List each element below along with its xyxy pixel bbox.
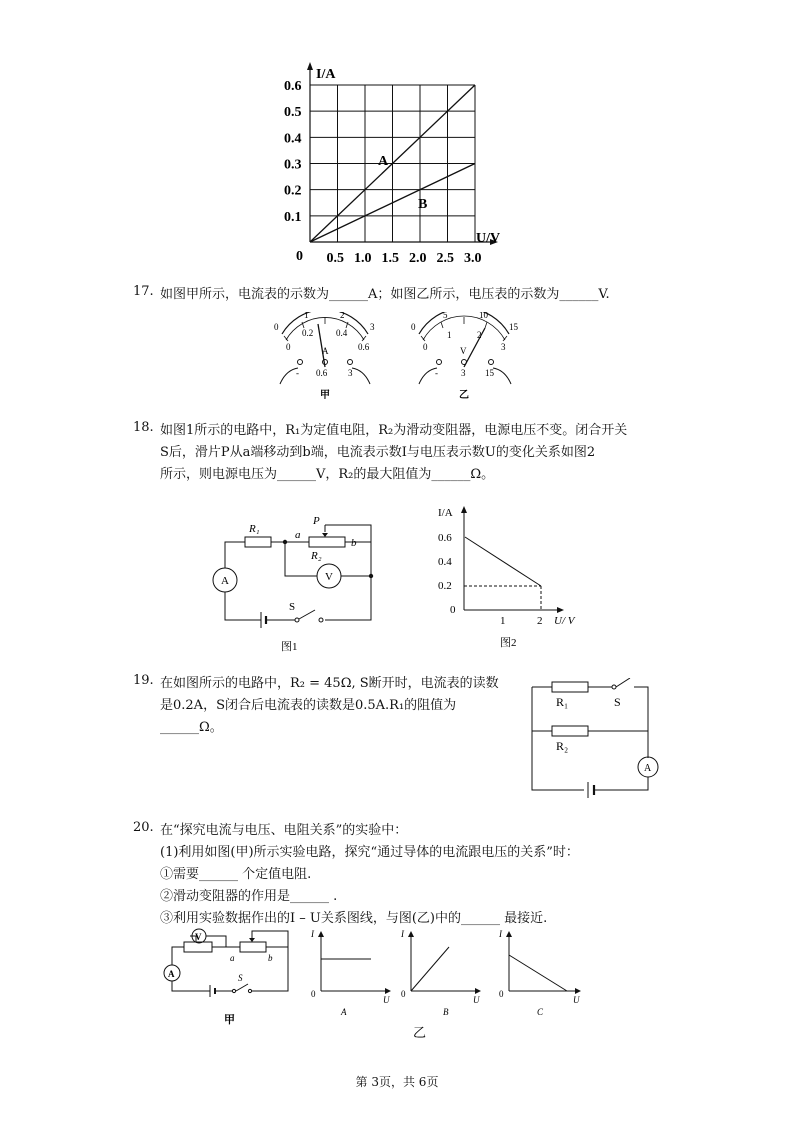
x-tick-label: 1.5	[381, 251, 399, 266]
fig1-switch-label: S	[289, 601, 296, 613]
q18-graph-figure2	[430, 500, 590, 660]
x-tick-label: 2.5	[436, 251, 454, 266]
voltmeter-caption: 乙	[459, 390, 469, 401]
q19-r1-label: R₁	[556, 695, 569, 709]
line-b-label: B	[418, 197, 428, 212]
jia-a-label: a	[230, 953, 235, 963]
jia-b-label: b	[268, 953, 273, 963]
x-tick-label: 1.0	[354, 251, 372, 266]
ammeter-term-1: 0.6	[316, 368, 328, 378]
iu-graph	[280, 60, 500, 270]
q20-line5: ③利用实验数据作出的I – U关系图线，与图(乙)中的______ 最接近.	[160, 911, 548, 926]
graph-b-u: U	[473, 995, 480, 1005]
voltmeter-symbol: V	[460, 346, 467, 356]
fig1-b-label: b	[351, 537, 357, 549]
q17-number: 17.	[133, 284, 154, 299]
y-axis-arrow	[307, 62, 313, 70]
fig2-xtick-0: 1	[500, 615, 506, 627]
jia-voltmeter-label: V	[195, 932, 202, 942]
graph-c-label: C	[537, 1007, 544, 1017]
q18-line1: 如图1所示的电路中，R₁为定值电阻，R₂为滑动变阻器，电源电压不变。闭合开关	[160, 423, 628, 438]
graph-a-o: 0	[311, 989, 316, 999]
origin-label: 0	[296, 249, 303, 264]
fig2-xlabel: U/ V	[554, 615, 575, 627]
jia-switch-label: S	[238, 973, 243, 983]
q19-ammeter-label: A	[644, 763, 652, 774]
voltmeter-top-0: 0	[411, 322, 416, 332]
fig1-ammeter-label: A	[221, 575, 229, 587]
q19-number: 19.	[133, 673, 154, 688]
q18-number: 18.	[133, 420, 154, 435]
voltmeter-bottom-0: 0	[423, 342, 428, 352]
graph-c-u: U	[573, 995, 580, 1005]
q20-line1: 在“探究电流与电压、电阻关系”的实验中：	[160, 823, 408, 838]
y-tick-label: 0.2	[284, 183, 302, 199]
q18-line2: S后，滑片P从a端移动到b端，电流表示数I与电压表示数U的变化关系如图2	[160, 445, 596, 460]
graph-a-label: A	[341, 1007, 347, 1017]
voltmeter-term-1: 3	[461, 368, 466, 378]
graph-b-o: 0	[401, 989, 406, 999]
ammeter-bottom-1: 0.2	[302, 328, 314, 338]
ammeter-bottom-0: 0	[286, 342, 291, 352]
q19-switch-label: S	[614, 695, 621, 709]
q20-number: 20.	[133, 820, 154, 835]
x-tick-label: 0.5	[326, 251, 344, 266]
voltmeter-term-0: -	[435, 368, 438, 378]
voltmeter-figure	[405, 312, 525, 402]
graph-b-label: B	[443, 1007, 449, 1017]
fig2-caption: 图2	[500, 637, 517, 649]
q19-r2-label: R₂	[556, 739, 569, 753]
voltmeter-bottom-1: 1	[447, 330, 452, 340]
y-axis-label: I/A	[316, 67, 336, 82]
y-tick-label: 0.3	[284, 157, 302, 173]
ammeter-bottom-3: 0.6	[358, 342, 370, 352]
fig1-voltmeter-label: V	[325, 571, 333, 583]
fig1-caption: 图1	[281, 641, 298, 653]
voltmeter-top-2: 10	[479, 312, 488, 320]
fig2-ytick-1: 0.4	[438, 556, 452, 568]
ammeter-bottom-2: 0.4	[336, 328, 348, 338]
voltmeter-term-2: 15	[485, 368, 494, 378]
fig1-r2-label: R₂	[311, 550, 322, 562]
fig1-r1-label: R₁	[249, 523, 260, 535]
ammeter-caption: 甲	[320, 390, 330, 401]
fig2-xtick-1: 2	[537, 615, 543, 627]
q20-line3: ①需要______ 个定值电阻.	[160, 867, 312, 882]
page-footer: 第 3页，共 6页	[355, 1075, 439, 1089]
x-axis-label: U/V	[476, 231, 500, 246]
ammeter-top-0: 0	[274, 322, 279, 332]
ammeter-top-2: 2	[340, 312, 345, 320]
q19-line1: 在如图所示的电路中，R₂ = 45Ω, S断开时，电流表的读数	[160, 676, 499, 691]
ammeter-top-3: 3	[370, 322, 375, 332]
q20-line2: (1)利用如图(甲)所示实验电路，探究“通过导体的电流跟电压的关系”时：	[160, 845, 579, 860]
voltmeter-needle	[464, 328, 485, 367]
jia-ammeter-label: A	[168, 969, 175, 979]
fig2-ylabel: I/A	[438, 507, 453, 519]
voltmeter-top-1: 5	[443, 312, 448, 320]
y-tick-label: 0.1	[284, 209, 302, 225]
ammeter-symbol: A	[322, 346, 329, 356]
graph-c-i: I	[499, 929, 502, 939]
ammeter-top-1: 1	[304, 312, 309, 320]
ammeter-figure	[270, 312, 380, 402]
q18-circuit-figure1	[205, 508, 385, 658]
y-tick-label: 0.6	[284, 79, 302, 94]
voltmeter-top-3: 15	[509, 322, 518, 332]
graph-a-u: U	[383, 995, 390, 1005]
fig2-ytick-0: 0.6	[438, 532, 452, 544]
graph-c-o: 0	[499, 989, 504, 999]
q20-circuit-jia	[160, 925, 295, 1030]
q20-line4: ②滑动变阻器的作用是______ .	[160, 889, 338, 904]
q19-line3: ______Ω。	[160, 720, 223, 735]
q19-circuit	[528, 678, 668, 798]
q19-line2: 是0.2A，S闭合后电流表的读数是0.5A.R₁的阻值为	[160, 698, 457, 713]
q20-graphs-yi	[305, 925, 595, 1050]
fig1-p-label: P	[313, 515, 320, 527]
yi-caption: 乙	[413, 1025, 427, 1040]
fig1-a-label: a	[295, 529, 301, 541]
graph-b-i: I	[401, 929, 404, 939]
line-a-label: A	[378, 154, 389, 169]
fig2-ytick-2: 0.2	[438, 580, 452, 592]
voltmeter-bottom-3: 3	[501, 342, 506, 352]
ammeter-term-0: -	[296, 368, 299, 378]
graph-a-i: I	[311, 929, 314, 939]
voltmeter-bottom-2: 2	[477, 330, 482, 340]
q17-text: 如图甲所示，电流表的示数为______A；如图乙所示，电压表的示数为______V.	[160, 287, 610, 302]
x-tick-label: 2.0	[409, 251, 427, 266]
x-tick-label: 3.0	[464, 251, 482, 266]
y-tick-label: 0.5	[284, 105, 302, 121]
fig2-ytick-3: 0	[450, 604, 456, 616]
jia-caption: 甲	[224, 1014, 235, 1026]
q18-line3: 所示，则电源电压为______V，R₂的最大阻值为______Ω。	[160, 467, 495, 482]
ammeter-term-2: 3	[348, 368, 353, 378]
y-tick-label: 0.4	[284, 131, 302, 147]
